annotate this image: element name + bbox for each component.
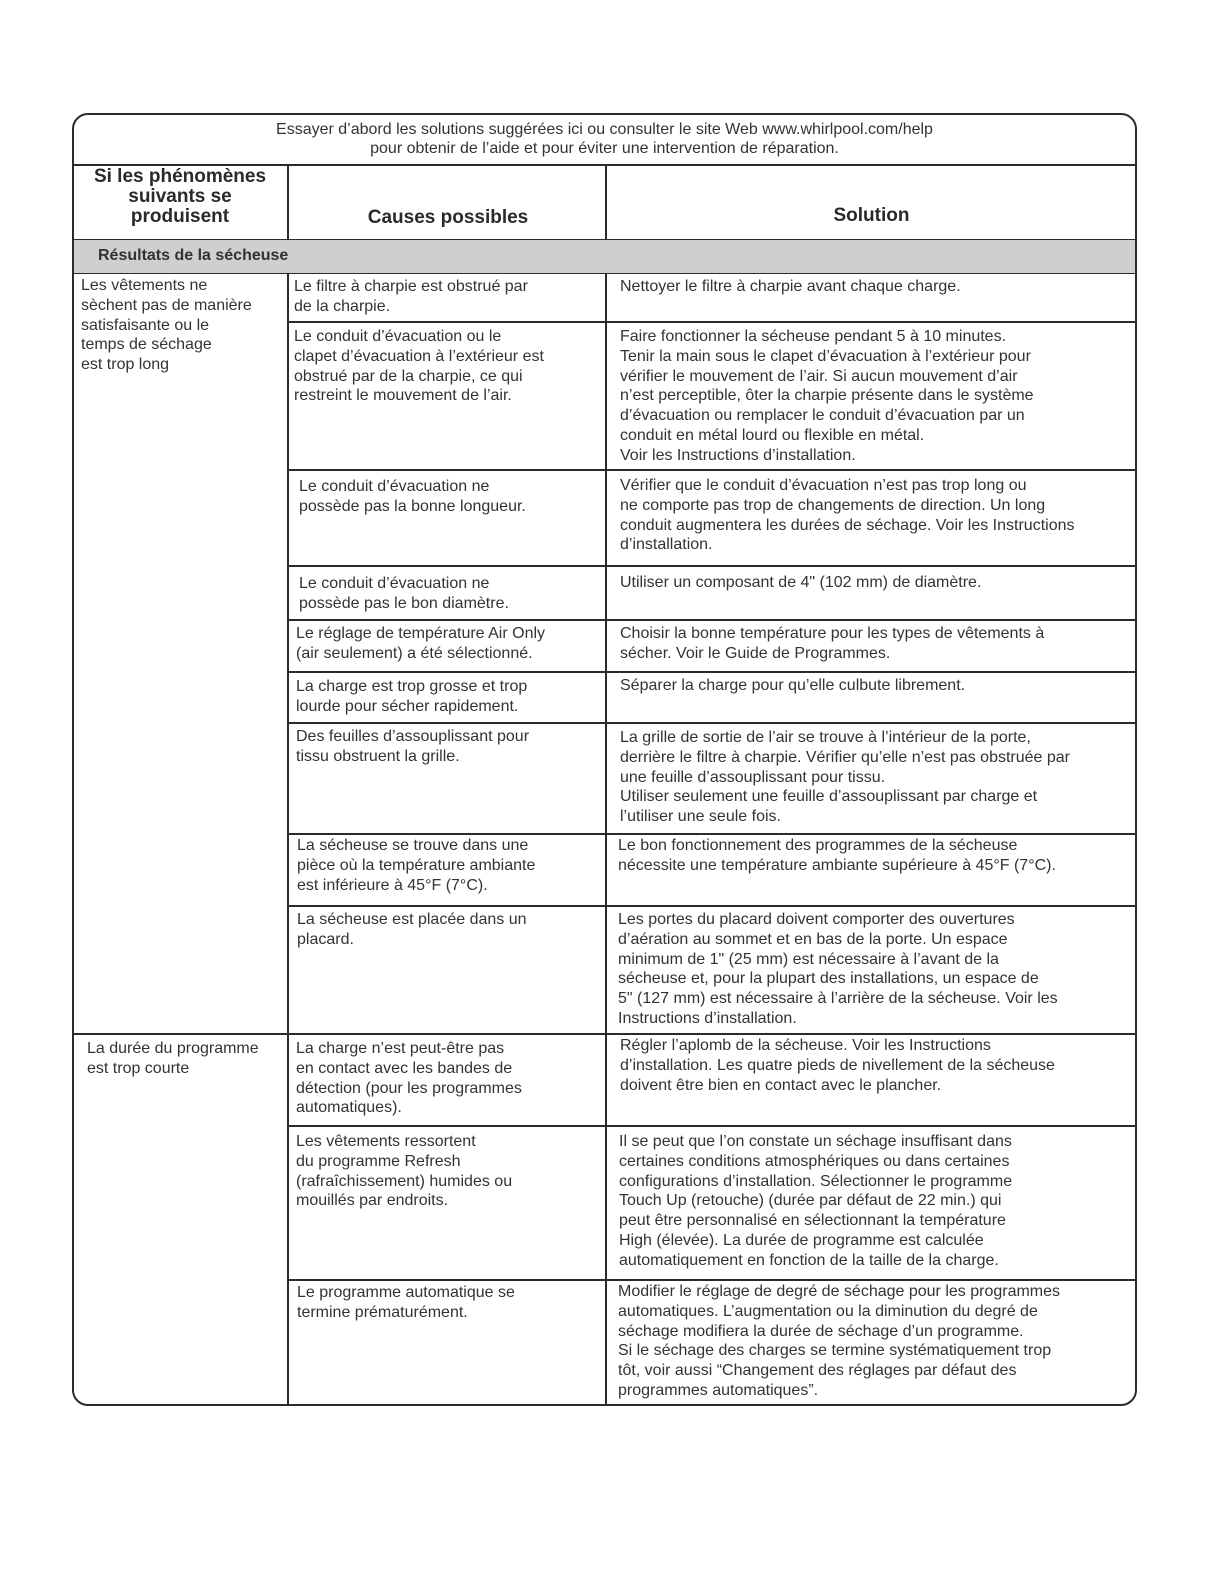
cause-cell: Le conduit d’évacuation ne possède pas la bonne longueur. — [299, 478, 526, 515]
solution-cell: Nettoyer le filtre à charpie avant chaque charge. — [620, 278, 961, 295]
row-rule — [289, 1125, 1137, 1127]
solution-cell: Utiliser un composant de 4" (102 mm) de diamètre. — [620, 574, 982, 591]
row-rule — [289, 619, 1137, 621]
header-divider-2 — [605, 164, 607, 240]
cause-cell: Le réglage de température Air Only (air seulement) a été sélectionné. — [296, 625, 546, 662]
solution-cell: Séparer la charge pour qu’elle culbute librement. — [620, 677, 966, 694]
intro-line-1: Essayer d’abord les solutions suggérées ici ou consulter le site Web www.whirlpool.com/help — [276, 121, 933, 138]
cause-cell: Le conduit d’évacuation ou le clapet d’évacuation à l’extérieur est obstrué par de la charpie, ce qui restreint le mouvement de l’air. — [294, 328, 544, 405]
header-solution: Solution — [833, 205, 910, 226]
solution-cell: Modifier le réglage de degré de séchage pour les programmes automatiques. L’augmentation ou la diminution du degré de séchage modifiera la durée de séchage d’un programme. Si le séchage des charges se termine systématiquement trop tôt, voir aussi “Changement des réglages par défaut des programmes automatiques”. — [618, 1283, 1061, 1399]
body-divider-1 — [287, 273, 289, 1406]
solution-cell: Régler l’aplomb de la sécheuse. Voir les Instructions d’installation. Les quatre pieds de nivellement de la sécheuse doivent être bien en contact avec le plancher. — [620, 1037, 1055, 1094]
cause-cell: La sécheuse est placée dans un placard. — [297, 911, 527, 948]
row-rule — [289, 1279, 1137, 1281]
solution-cell: Les portes du placard doivent comporter des ouvertures d’aération au sommet et en bas de la porte. Un espace minimum de 1" (25 mm) est nécessaire à l’avant de la sécheuse et, pour la plupart des installations, un espace de 5" (127 mm) est nécessaire à l’arrière de la sécheuse. Voir les Instructions d’installation. — [618, 911, 1058, 1027]
cause-cell: Le conduit d’évacuation ne possède pas le bon diamètre. — [299, 575, 509, 612]
row-rule — [289, 671, 1137, 673]
row-rule — [289, 469, 1137, 471]
symptom-cell: Les vêtements ne sèchent pas de manière satisfaisante ou le temps de séchage est trop long — [81, 277, 252, 374]
body-divider-2 — [605, 273, 607, 1406]
header-divider-1 — [287, 164, 289, 240]
cause-cell: Le programme automatique se termine prématurément. — [297, 1284, 515, 1321]
intro-text — [74, 115, 1135, 166]
section-bar — [74, 240, 1135, 273]
section-title: Résultats de la sécheuse — [98, 247, 289, 264]
solution-cell: La grille de sortie de l’air se trouve à l’intérieur de la porte, derrière le filtre à charpie. Vérifier qu’elle n’est pas obstruée par une feuille d’assouplissant pour tissu. Utiliser seulement une feuille d’assouplissant par charge et l’utiliser une seule fois. — [620, 729, 1071, 826]
header-causes: Causes possibles — [367, 207, 529, 228]
cause-cell: La charge n’est peut-être pas en contact avec les bandes de détection (pour les programmes automatiques). — [296, 1040, 522, 1117]
symptom-cell: La durée du programme est trop courte — [87, 1040, 259, 1077]
cause-cell: La charge est trop grosse et trop lourde pour sécher rapidement. — [296, 678, 528, 715]
row-rule — [289, 565, 1137, 567]
row-rule — [289, 321, 1137, 323]
intro-line-2: pour obtenir de l’aide et pour éviter une intervention de réparation. — [370, 140, 839, 157]
solution-cell: Faire fonctionner la sécheuse pendant 5 à 10 minutes. Tenir la main sous le clapet d’évacuation à l’extérieur pour vérifier le mouvement de l’air. Si aucun mouvement d’air n’est perceptible, ôter la charpie présente dans le système d’évacuation ou remplacer le conduit d’évacuation par un conduit en métal lourd ou flexible en métal. Voir les Instructions d’installation. — [620, 328, 1034, 464]
row-rule — [289, 722, 1137, 724]
cause-cell: Des feuilles d’assouplissant pour tissu obstruent la grille. — [296, 728, 530, 765]
solution-cell: Il se peut que l’on constate un séchage insuffisant dans certaines conditions atmosphériques ou dans certaines configurations d’installation. Sélectionner le programme Touch Up (retouche) (durée par défaut de 22 min.) qui peut être personnalisé en sélectionnant la température High (élevée). La durée de programme est calculée automatiquement en fonction de la taille de la charge. — [619, 1133, 1013, 1269]
solution-cell: Le bon fonctionnement des programmes de la sécheuse nécessite une température ambiante supérieure à 45°F (7°C). — [618, 837, 1056, 874]
row-rule — [289, 905, 1137, 907]
group-rule — [74, 1033, 1135, 1035]
troubleshooting-table — [72, 113, 1137, 1406]
cause-cell: Le filtre à charpie est obstrué par de la charpie. — [294, 278, 528, 315]
cause-cell: La sécheuse se trouve dans une pièce où la température ambiante est inférieure à 45°F (7°C). — [297, 837, 536, 894]
row-rule — [289, 833, 1137, 835]
header-symptom: Si les phénomènes suivants se produisent — [93, 166, 267, 227]
cause-cell: Les vêtements ressortent du programme Refresh (rafraîchissement) humides ou mouillés par endroits. — [296, 1133, 513, 1210]
solution-cell: Vérifier que le conduit d’évacuation n’est pas trop long ou ne comporte pas trop de changements de direction. Un long conduit augmentera les durées de séchage. Voir les Instructions d’installation. — [620, 477, 1075, 554]
solution-cell: Choisir la bonne température pour les types de vêtements à sécher. Voir le Guide de Programmes. — [620, 625, 1045, 662]
